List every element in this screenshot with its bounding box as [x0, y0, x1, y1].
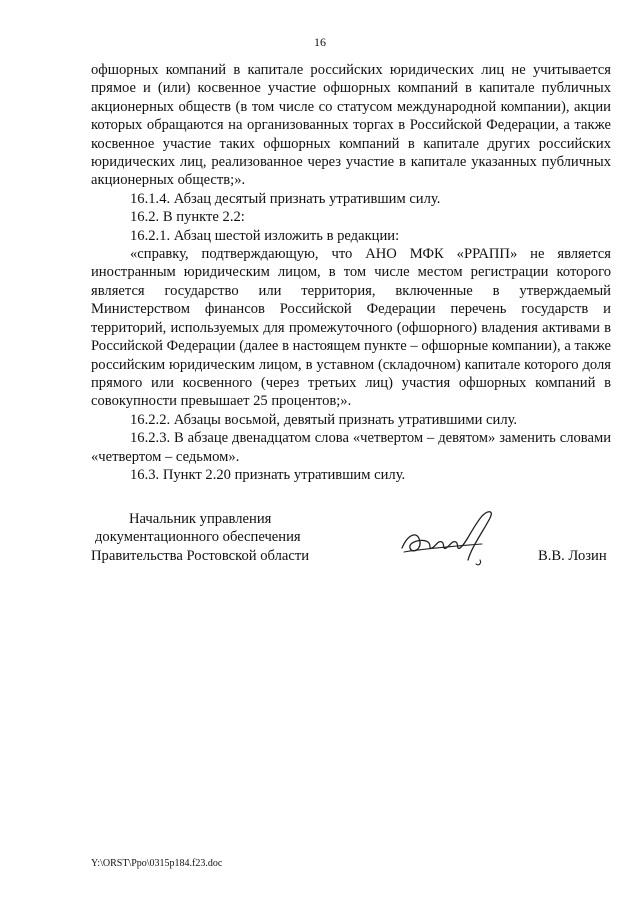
paragraph-16-2: 16.2. В пункте 2.2: [130, 209, 245, 226]
page-number: 16 [314, 35, 326, 49]
paragraph-16-2-2: 16.2.2. Абзацы восьмой, девятый признать утратившими силу. [130, 411, 518, 428]
signatory-title-line3: Правительства Ростовской области [91, 547, 310, 564]
handwritten-signature [398, 508, 504, 570]
footer-file-path: Y:\ORST\Ppo\0315p184.f23.doc [91, 858, 223, 869]
paragraph-16-1-4: 16.1.4. Абзац десятый признать утратившим силу. [130, 190, 441, 207]
paragraph-continuation: офшорных компаний в капитале российских юридических лиц не учитывается прямое и (или) косвенное участие офшорных компаний в капитале публичных акционерных обществ (в том числе со статусом международной компании), акции которых обращаются на организованных торгах в Российской Федерации, а также косвенное участие таких офшорных компаний в капитале других российских юридических лиц, реализованное через участие в капитале указанных публичных акционерных обществ;». [91, 62, 611, 189]
signatory-name: В.В. Лозин [538, 548, 607, 564]
signatory-title-line2: документационного обеспечения [95, 529, 301, 546]
paragraph-16-2-3: 16.2.3. В абзаце двенадцатом слова «четвертом – девятом» заменить словами «четвертом – седьмом». [91, 430, 611, 465]
paragraph-quoted-text: «справку, подтверждающую, что АНО МФК «РРАПП» не является иностранным юридическим лицом, в том числе местом регистрации которого является государство или территория, включенные в утверждаемый Министерством финансов Российской Федерации перечень государств и территорий, используемых для промежуточного (офшорного) владения активами в Российской Федерации (далее в настоящем пункте – офшорные компании), а также российским юридическим лицом, в уставном (складочном) капитале которого доля прямого или косвенного (через третьих лиц) участия офшорных компаний в совокупности превышает 25 процентов;». [91, 246, 611, 410]
signatory-title [91, 510, 309, 565]
signatory-title-line1: Начальник управления [129, 511, 272, 527]
body-text [91, 61, 611, 484]
paragraph-16-2-1: 16.2.1. Абзац шестой изложить в редакции: [130, 227, 400, 244]
paragraph-16-3: 16.3. Пункт 2.20 признать утратившим силу. [130, 466, 406, 483]
